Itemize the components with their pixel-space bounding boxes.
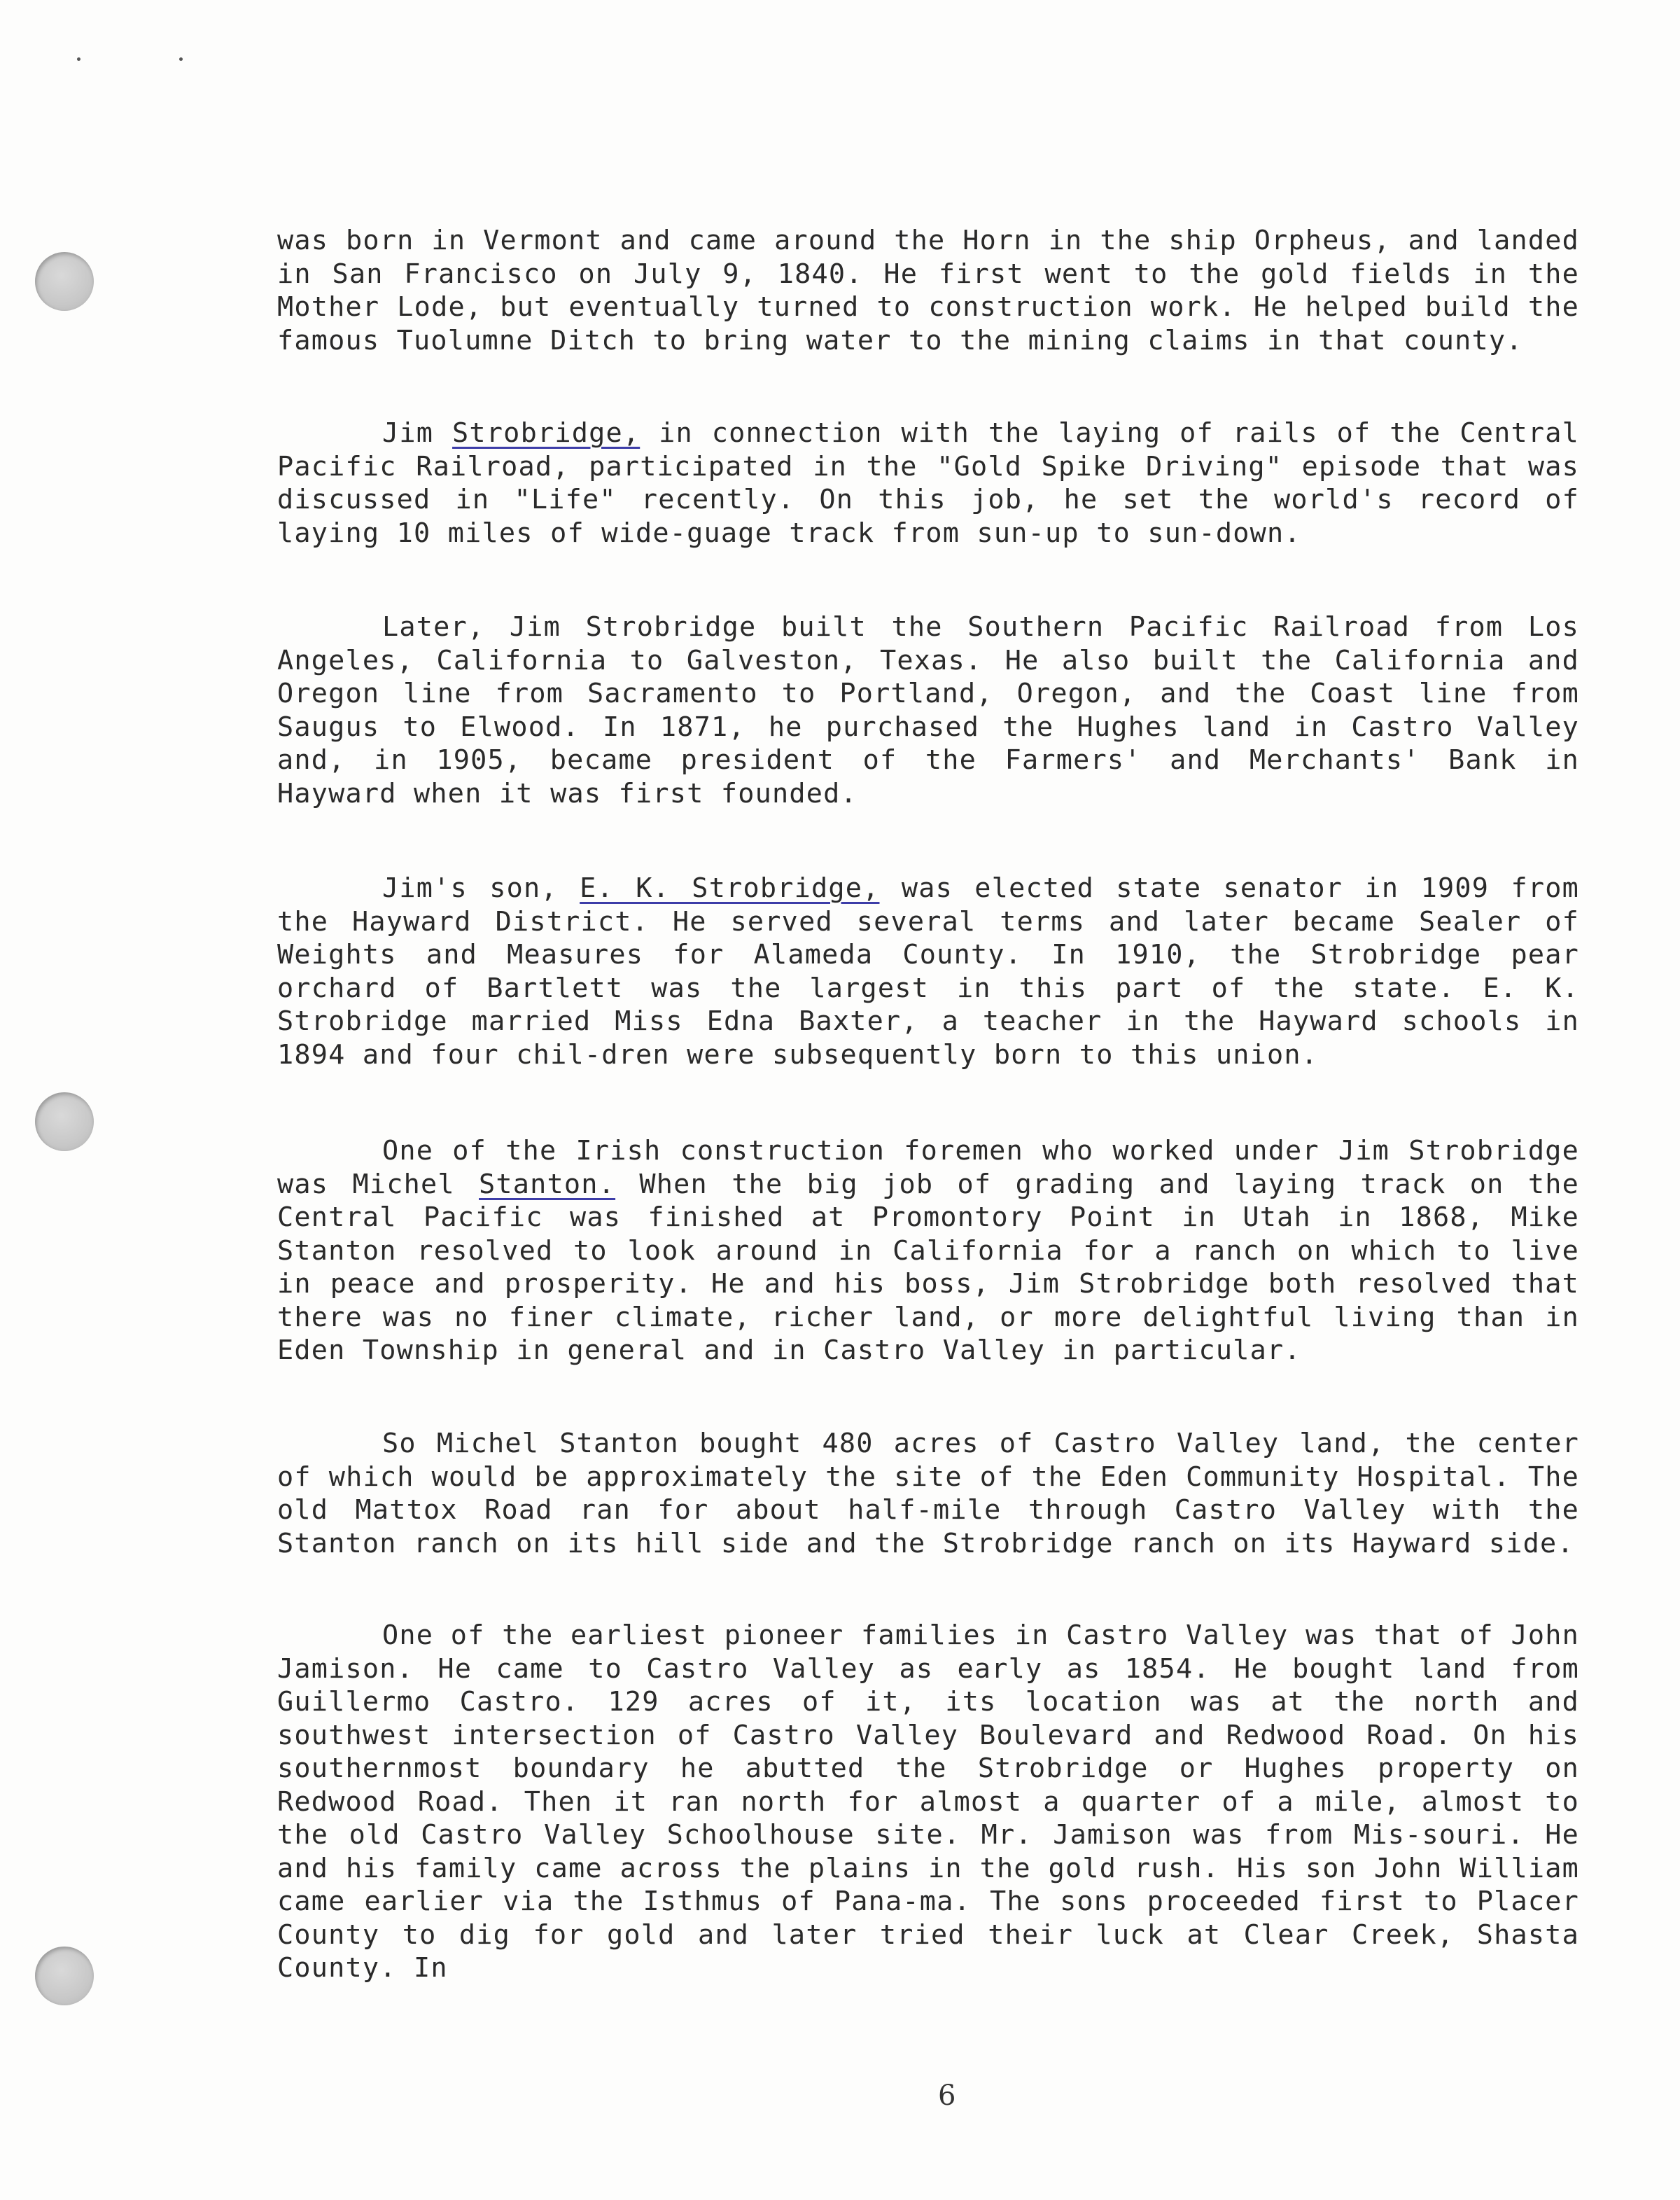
- typed-text-body: [277, 1134, 1579, 1367]
- underlined-name: E. K. Strobridge,: [580, 872, 880, 904]
- text-segment: So Michel Stanton bought 480 acres of Castro Valley land, the center of which would be approximately the site of the Eden Community Hospital. The old Mattox Road ran for about half-mile through Castro Valley with the Stanton ranch on its hill side and the Strobridge ranch on its Hayward side.: [277, 1428, 1579, 1559]
- typed-text-body: [277, 1619, 1579, 1985]
- binder-hole-middle: [35, 1092, 94, 1151]
- text-segment: in connection with the laying of rails of the Central Pacific Railroad, participated in the "Gold Spike Driving" episode that was discussed in "Life" recently. On this job, he set the world's record of laying 10 miles of wide-guage track from sun-up to sun-down.: [277, 417, 1579, 549]
- text-segment: Jim's son,: [382, 872, 580, 904]
- typed-text-body: [277, 872, 1579, 1071]
- text-segment: One of the earliest pioneer families in Castro Valley was that of John Jamison. He came to Castro Valley as early as 1854. He bought land from Guillermo Castro. 129 acres of it, its location was at the north and southwest intersection of Castro Valley Boulevard and Redwood Road. On his southernmost boundary he abutted the Strobridge or Hughes property on Redwood Road. Then it ran north for almost a quarter of a mile, almost to the old Castro Valley Schoolhouse site. Mr. Jamison was from Mis-souri. He and his family came across the plains in the gold rush. His son John William came earlier via the Isthmus of Pana-ma. The sons proceeded first to Placer County to dig for gold and later tried their luck at Clear Creek, Shasta County. In: [277, 1620, 1579, 1984]
- paragraph-3: [277, 611, 1579, 810]
- paragraph-1: [277, 224, 1579, 357]
- paragraph-7: [277, 1619, 1579, 1985]
- text-segment: Jim: [382, 417, 453, 449]
- paragraph-5: [277, 1134, 1579, 1367]
- text-segment: One of the Irish construction foremen who worked under Jim Strobridge was Michel: [277, 1135, 1579, 1200]
- text-segment: was elected state senator in 1909 from the Hayward District. He served several terms and later became Sealer of Weights and Measures for Alameda County. In 1910, the Strobridge pear orchard of Bartlett was the largest in this part of the state. E. K. Strobridge married Miss Edna Baxter, a teacher in the Hayward schools in 1894 and four chil-dren were subsequently born to this union.: [277, 872, 1580, 1071]
- typed-text-body: [277, 417, 1579, 550]
- underlined-name: Stanton.: [479, 1168, 616, 1200]
- typed-text-body: [277, 224, 1579, 357]
- binder-hole-top: [35, 252, 94, 311]
- text-segment: Later, Jim Strobridge built the Southern Pacific Railroad from Los Angeles, California to Galveston, Texas. He also built the California and Oregon line from Sacramento to Portland, Oregon, and the Coast line from Saugus to Elwood. In 1871, he purchased the Hughes land in Castro Valley and, in 1905, became president of the Farmers' and Merchants' Bank in Hayward when it was first founded.: [277, 611, 1579, 809]
- text-segment: was born in Vermont and came around the Horn in the ship Orpheus, and landed in San Francisco on July 9, 1840. He first went to the gold fields in the Mother Lode, but eventually turned to construction work. He helped build the famous Tuolumne Ditch to bring water to the mining claims in that county.: [277, 225, 1579, 356]
- text-segment: When the big job of grading and laying track on the Central Pacific was finished at Promontory Point in Utah in 1868, Mike Stanton resolved to look around in California for a ranch on which to live in peace and prosperity. He and his boss, Jim Strobridge both resolved that there was no finer climate, richer land, or more delightful living than in Eden Township in general and in Castro Valley in particular.: [277, 1168, 1579, 1366]
- paragraph-2: [277, 417, 1579, 550]
- typed-text-body: [277, 1427, 1579, 1560]
- scan-speck: [179, 57, 183, 61]
- binder-hole-bottom: [35, 1947, 94, 2005]
- page-number: 6: [938, 2080, 956, 2112]
- paragraph-4: [277, 872, 1579, 1071]
- scan-speck: [77, 57, 80, 61]
- typed-text-body: [277, 611, 1579, 810]
- paragraph-6: [277, 1427, 1579, 1560]
- underlined-name: Strobridge,: [452, 417, 640, 449]
